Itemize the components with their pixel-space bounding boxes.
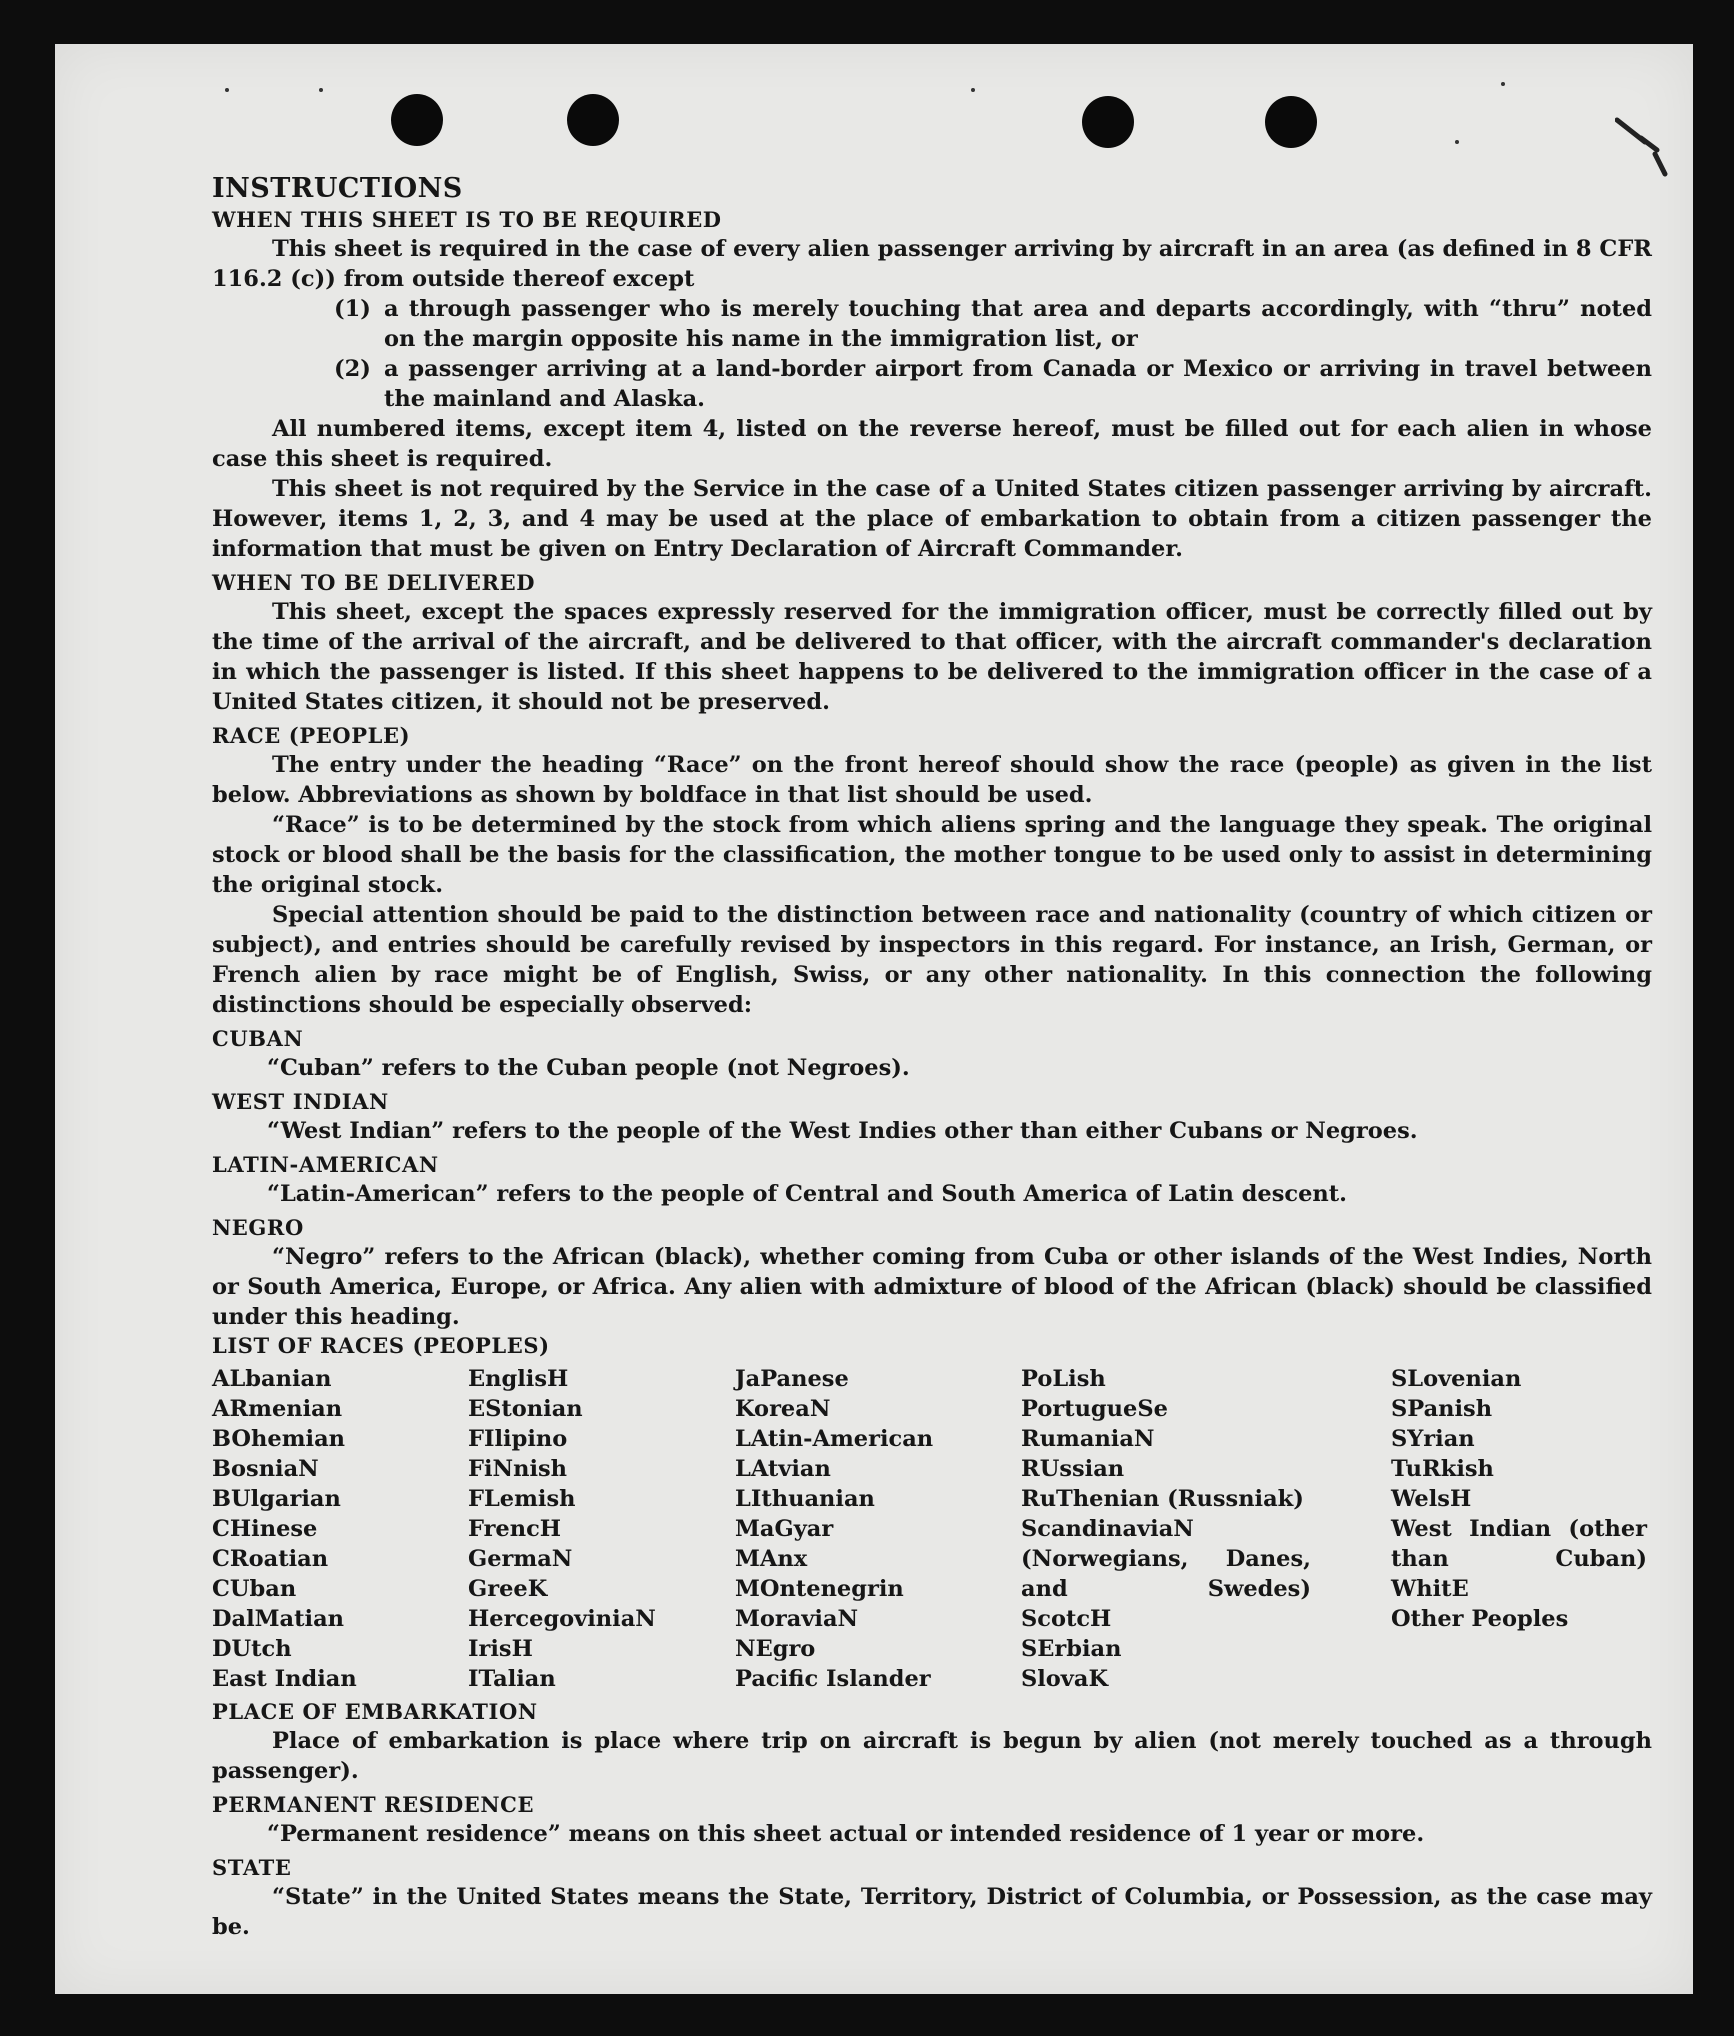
race-entry: FrencH [468,1516,562,1542]
race-entry: BOhemian [212,1426,346,1452]
race-entry: MOntenegrin [735,1576,904,1602]
section-heading: LATIN-AMERICAN [212,1152,439,1177]
race-entry: CHinese [212,1516,318,1542]
section-heading: STATE [212,1855,292,1880]
paragraph: Special attention should be paid to the distinction between race and nationality (country of which citizen or subject), and entries should be carefully revised by inspectors in this regard. For instance, an Irish, German, or French alien by race might be of English, Swiss, or any other nationality. In this connection the following distinctions should be especially observed: [212,902,1652,1018]
punch-hole [1265,96,1317,148]
race-entry: BUlgarian [212,1486,341,1512]
dust-speck [1501,82,1505,86]
paragraph: All numbered items, except item 4, listed on the reverse hereof, must be filled out for each alien in whose case this sheet is required. [212,416,1652,472]
race-entry: SYrian [1391,1426,1475,1452]
paragraph: This sheet is required in the case of every alien passenger arriving by aircraft in an area (as defined in 8 CFR 116.2 (c)) from outside thereof except [212,236,1652,292]
race-entry: EStonian [468,1396,583,1422]
race-entry: CUban [212,1576,297,1602]
item-number: (1) [334,296,371,322]
section-heading: LIST OF RACES (PEOPLES) [212,1333,550,1358]
race-column [1021,1364,1391,1694]
race-entry: ITalian [468,1666,556,1692]
race-entry: DalMatian [212,1606,345,1632]
punch-hole [567,94,619,146]
definition: “West Indian” refers to the people of the West Indies other than either Cubans or Negroes. [267,1118,1418,1144]
race-entry: LAtin-American [735,1426,934,1452]
race-entry: FiNnish [468,1456,568,1482]
race-entry: MaGyar [735,1516,834,1542]
section-heading: WHEN THIS SHEET IS TO BE REQUIRED [212,207,722,232]
race-entry: ScotcH [1021,1606,1112,1632]
page-title: INSTRUCTIONS [212,173,463,204]
dust-speck [971,88,975,92]
race-entry: WhitE [1391,1576,1469,1602]
race-entry: East Indian [212,1666,357,1692]
race-entry: MoraviaN [735,1606,859,1632]
race-column [212,1364,468,1694]
definition: “Cuban” refers to the Cuban people (not Negroes). [267,1055,910,1081]
section-heading: RACE (PEOPLE) [212,723,411,748]
race-entry: ScandinaviaN (Norwegians, Danes, and Swedes) [1021,1516,1311,1602]
section-heading: PERMANENT RESIDENCE [212,1792,535,1817]
race-entry: GreeK [468,1576,548,1602]
item-text: a passenger arriving at a land-border airport from Canada or Mexico or arriving in travel between the mainland and Alaska. [384,356,1652,412]
race-entry: RumaniaN [1021,1426,1155,1452]
race-entry: LIthuanian [735,1486,875,1512]
race-entry: SErbian [1021,1636,1122,1662]
race-list [212,1364,1652,1694]
race-entry: JaPanese [735,1366,849,1392]
race-entry: SlovaK [1021,1666,1109,1692]
section-heading: WEST INDIAN [212,1089,389,1114]
paragraph: “Race” is to be determined by the stock from which aliens spring and the language they speak. The original stock or blood shall be the basis for the classification, the mother tongue to be used only to assist in determining the original stock. [212,812,1652,898]
race-entry: SLovenian [1391,1366,1522,1392]
race-entry: WelsH [1391,1486,1472,1512]
race-entry: RUssian [1021,1456,1125,1482]
race-entry: FLemish [468,1486,576,1512]
race-entry: KoreaN [735,1396,831,1422]
race-entry: RuThenian (Russniak) [1021,1486,1304,1512]
list-item [212,354,1652,414]
definition: “Latin-American” refers to the people of Central and South America of Latin descent. [267,1181,1347,1207]
race-column [468,1364,735,1694]
list-item [212,294,1652,354]
dust-speck [225,88,229,92]
race-entry: ALbanian [212,1366,332,1392]
race-entry: TuRkish [1391,1456,1494,1482]
race-entry: NEgro [735,1636,816,1662]
section-heading: PLACE OF EMBARKATION [212,1699,538,1724]
race-entry: HercegoviniaN [468,1606,656,1632]
race-entry: DUtch [212,1636,292,1662]
section-heading: CUBAN [212,1026,304,1051]
punch-hole [1082,96,1134,148]
dust-speck [319,88,323,92]
paragraph: This sheet is not required by the Service in the case of a United States citizen passenger arriving by aircraft. However, items 1, 2, 3, and 4 may be used at the place of embarkation to obtain from a citizen passenger the information that must be given on Entry Declaration of Aircraft Commander. [212,476,1652,562]
section-heading: WHEN TO BE DELIVERED [212,570,536,595]
dust-speck [1455,140,1459,144]
race-entry: Other Peoples [1391,1606,1569,1632]
race-column [735,1364,1021,1694]
paragraph: “Negro” refers to the African (black), whether coming from Cuba or other islands of the West Indies, North or South America, Europe, or Africa. Any alien with admixture of blood of the African (black) should be classified under this heading. [212,1244,1652,1330]
item-text: a through passenger who is merely touching that area and departs accordingly, with “thru” noted on the margin opposite his name in the immigration list, or [384,296,1652,352]
race-entry: SPanish [1391,1396,1493,1422]
race-entry: PoLish [1021,1366,1106,1392]
paragraph: “State” in the United States means the State, Territory, District of Columbia, or Possession, as the case may be. [212,1884,1652,1940]
punch-hole [391,94,443,146]
race-entry: MAnx [735,1546,808,1572]
item-number: (2) [334,356,371,382]
section-heading: NEGRO [212,1215,304,1240]
instructions-text [212,172,1652,1942]
race-entry: CRoatian [212,1546,329,1572]
race-entry: West Indian (other than Cuban) [1391,1516,1647,1572]
race-entry: FIlipino [468,1426,568,1452]
race-entry: PortugueSe [1021,1396,1168,1422]
race-entry: EnglisH [468,1366,569,1392]
race-entry: Pacific Islander [735,1666,931,1692]
paragraph: This sheet, except the spaces expressly reserved for the immigration officer, must be correctly filled out by the time of the arrival of the aircraft, and be delivered to that officer, with the aircraft commander's declaration in which the passenger is listed. If this sheet happens to be delivered to the immigration officer in the case of a United States citizen, it should not be preserved. [212,599,1652,715]
document-page [55,44,1693,1994]
paragraph: Place of embarkation is place where trip on aircraft is begun by alien (not merely touched as a through passenger). [212,1728,1652,1784]
definition: “Permanent residence” means on this sheet actual or intended residence of 1 year or more. [267,1821,1425,1847]
race-entry: LAtvian [735,1456,831,1482]
race-column [1391,1364,1651,1694]
race-entry: IrisH [468,1636,533,1662]
race-entry: ARmenian [212,1396,343,1422]
paragraph: The entry under the heading “Race” on the front hereof should show the race (people) as given in the list below. Abbreviations as shown by boldface in that list should be used. [212,752,1652,808]
race-entry: BosniaN [212,1456,319,1482]
race-entry: GermaN [468,1546,573,1572]
